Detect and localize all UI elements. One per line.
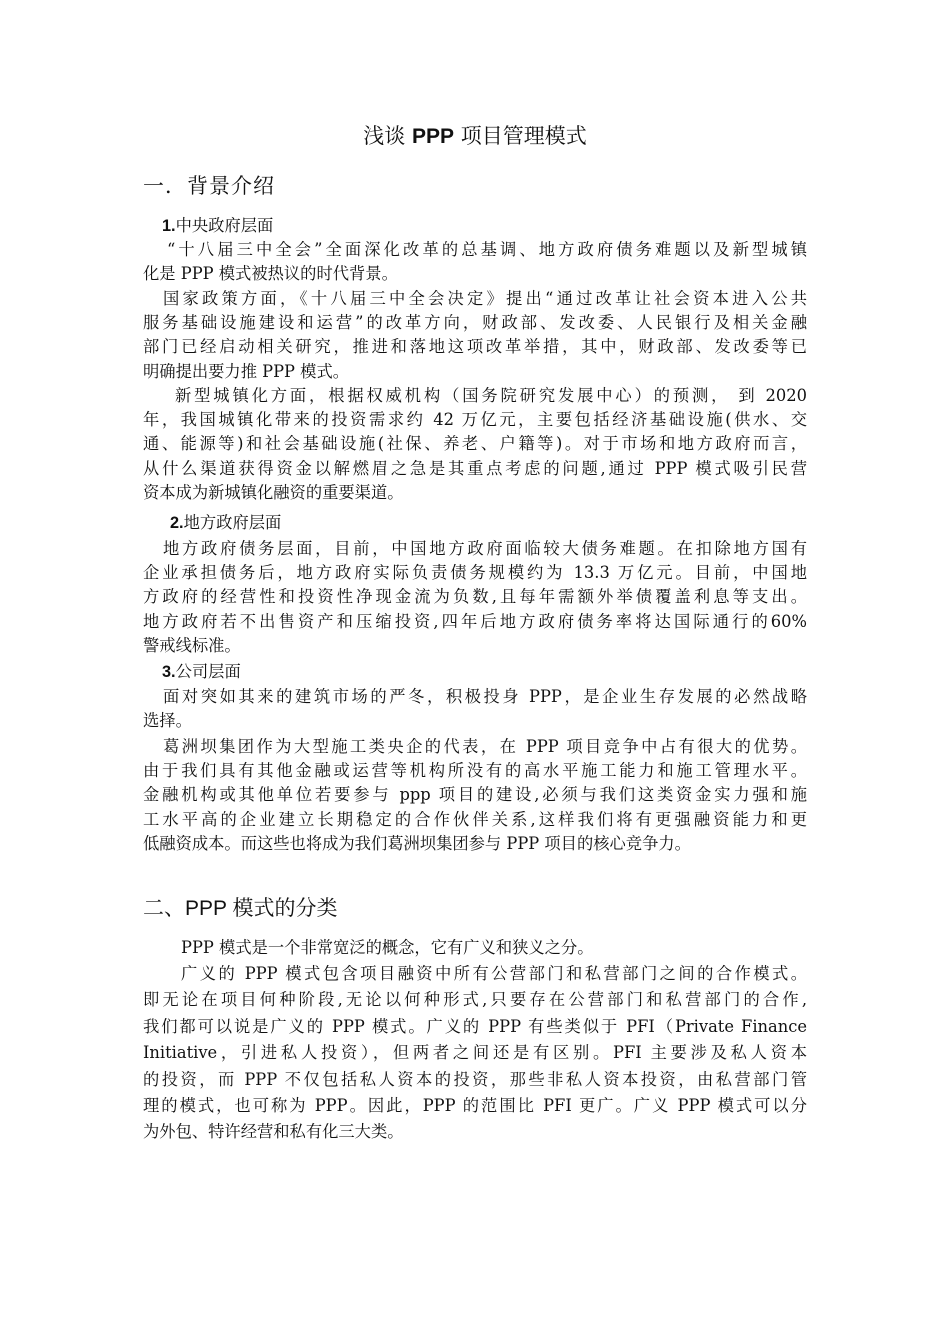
section-heading-classification: 二、PPP 模式的分类 bbox=[143, 896, 338, 920]
paragraph-background-intro bbox=[143, 238, 807, 286]
text-line: 通、能源等)和社会基础设施(社保、养老、户籍等)。对于市场和地方政府而言， bbox=[143, 434, 807, 454]
text-line: 国家政策方面，《十八届三中全会决定》提出“通过改革让社会资本进入公共 bbox=[163, 289, 807, 308]
text-line: 明确提出要力推 PPP 模式。 bbox=[143, 361, 350, 381]
paragraph-gezhouba-advantage bbox=[143, 735, 807, 856]
text-line: Initiative，引进私人投资），但两者之间还是有区别。PFI 主要涉及私人资本 bbox=[143, 1043, 807, 1063]
text-line: 资本成为新城镇化融资的重要渠道。 bbox=[143, 482, 404, 502]
text-line: 低融资成本。而这些也将成为我们葛洲坝集团参与 PPP 项目的核心竞争力。 bbox=[143, 833, 691, 853]
text-line: 面对突如其来的建筑市场的严冬，积极投身 PPP，是企业生存发展的必然战略 bbox=[163, 687, 807, 706]
text-line: 地方政府债务层面，目前，中国地方政府面临较大债务难题。在扣除地方国有 bbox=[163, 539, 807, 558]
subheading-central-government: 1.中央政府层面 bbox=[162, 216, 274, 235]
text-line: 金融机构或其他单位若要参与 ppp 项目的建设,必须与我们这类资金实力强和施 bbox=[143, 785, 807, 805]
paragraph-broad-ppp bbox=[143, 961, 807, 1146]
text-line: 葛洲坝集团作为大型施工类央企的代表，在 PPP 项目竞争中占有很大的优势。 bbox=[163, 737, 807, 756]
text-line: 地方政府若不出售资产和压缩投资,四年后地方政府债务率将达国际通行的60% bbox=[143, 611, 807, 631]
text-line: 服务基础设施建设和运营”的改革方向，财政部、发改委、人民银行及相关金融 bbox=[143, 313, 807, 333]
text-line: 部门已经启动相关研究，推进和落地这项改革举措，其中，财政部、发改委等已 bbox=[143, 337, 807, 357]
text-line: 即无论在项目何种阶段,无论以何种形式,只要存在公营部门和私营部门的合作, bbox=[143, 990, 807, 1010]
text-line: 广义的 PPP 模式包含项目融资中所有公营部门和私营部门之间的合作模式。 bbox=[181, 964, 807, 983]
text-line: PPP 模式是一个非常宽泛的概念，它有广义和狭义之分。 bbox=[181, 938, 594, 957]
text-line: 从什么渠道获得资金以解燃眉之急是其重点考虑的问题,通过 PPP 模式吸引民营 bbox=[143, 458, 807, 478]
text-line: 警戒线标准。 bbox=[143, 635, 241, 655]
text-line: 新型城镇化方面，根据权威机构（国务院研究发展中心）的预测， 到 2020 bbox=[175, 386, 807, 405]
subheading-company: 3.公司层面 bbox=[162, 662, 241, 681]
text-line: 为外包、特许经营和私有化三大类。 bbox=[143, 1122, 404, 1142]
text-line: 企业承担债务后，地方政府实际负责债务规模约为 13.3 万亿元。目前，中国地 bbox=[143, 563, 807, 583]
text-line: 选择。 bbox=[143, 711, 192, 731]
text-line: 工水平高的企业建立长期稳定的合作伙伴关系,这样我们将有更强融资能力和更 bbox=[143, 809, 807, 829]
section-heading-background: 一．背景介绍 bbox=[143, 174, 275, 198]
subheading-local-government: 2.地方政府层面 bbox=[170, 513, 282, 532]
text-line: 方政府的经营性和投资性净现金流为负数,且每年需额外举债覆盖利息等支出。 bbox=[143, 587, 807, 607]
text-line: “十八届三中全会”全面深化改革的总基调、地方政府债务难题以及新型城镇 bbox=[167, 240, 807, 259]
document-title: 浅谈 PPP 项目管理模式 bbox=[363, 124, 587, 148]
paragraph-local-debt bbox=[143, 537, 807, 658]
paragraph-ppp-concept bbox=[143, 935, 807, 961]
text-line: 年，我国城镇化带来的投资需求约 42 万亿元，主要包括经济基础设施(供水、交 bbox=[143, 410, 807, 430]
text-line: 的投资，而 PPP 不仅包括私人资本的投资，那些非私人资本投资，由私营部门管 bbox=[143, 1069, 807, 1089]
paragraph-company-strategy bbox=[143, 685, 807, 733]
text-line: 理的模式，也可称为 PPP。因此，PPP 的范围比 PFI 更广。广义 PPP 模式可以分 bbox=[143, 1096, 807, 1116]
text-line: 化是 PPP 模式被热议的时代背景。 bbox=[143, 264, 398, 284]
text-line: 由于我们具有其他金融或运营等机构所没有的高水平施工能力和施工管理水平。 bbox=[143, 761, 807, 781]
paragraph-national-policy bbox=[143, 287, 807, 384]
text-line: 我们都可以说是广义的 PPP 模式。广义的 PPP 有些类似于 PFI（Private Finance bbox=[143, 1016, 807, 1036]
paragraph-urbanization bbox=[143, 384, 807, 505]
